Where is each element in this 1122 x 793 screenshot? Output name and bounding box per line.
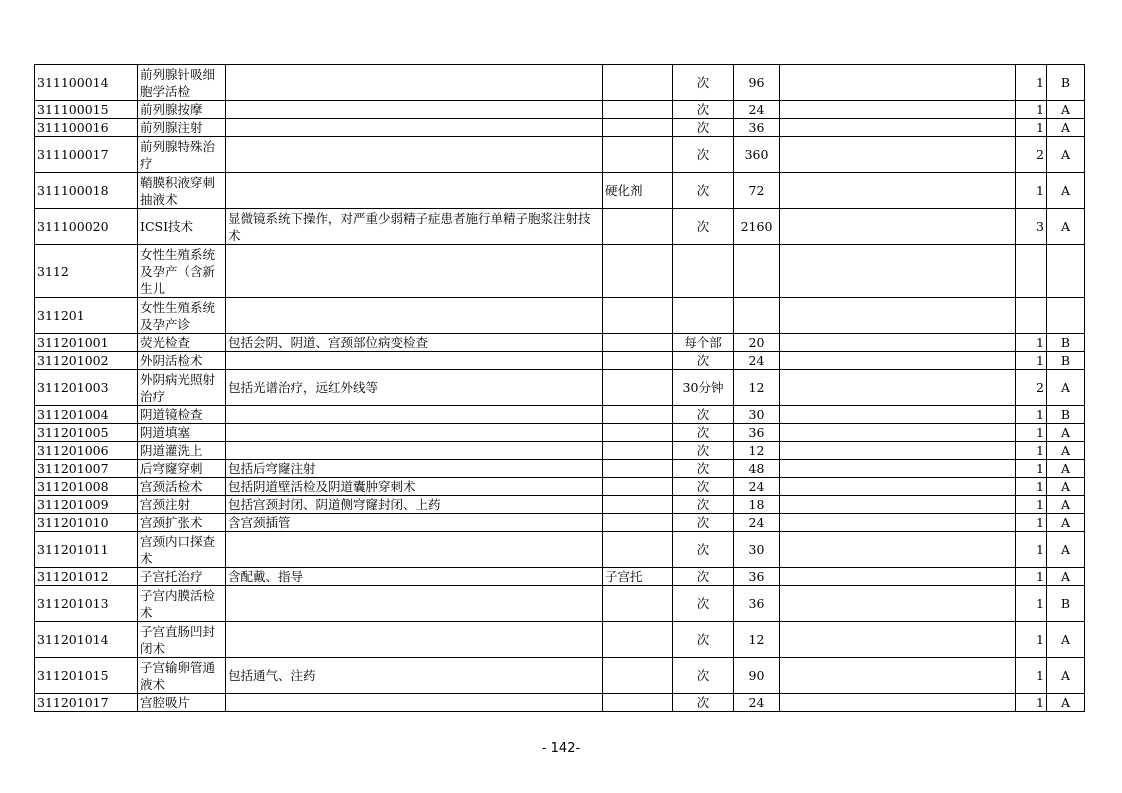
item-name-cell: 阴道灌洗上 [138,442,226,460]
item-content-cell: 包括宫颈封闭、阴道侧穹窿封闭、上药 [226,496,603,514]
grade-cell: 1 [1016,442,1047,460]
item-content-cell: 显微镜系统下操作，对严重少弱精子症患者施行单精子胞浆注射技术 [226,209,603,245]
excluded-content-cell [603,586,673,622]
category-cell: A [1047,209,1085,245]
category-cell: A [1047,694,1085,712]
category-cell: A [1047,496,1085,514]
item-code-cell: 311201009 [35,496,138,514]
category-cell: A [1047,460,1085,478]
item-name-cell: 前列腺针吸细胞学活检 [138,65,226,101]
unit-cell: 次 [673,568,734,586]
item-content-cell: 包括后穹窿注射 [226,460,603,478]
note-cell [780,101,1016,119]
excluded-content-cell [603,532,673,568]
item-content-cell [226,298,603,334]
table-row [35,173,1085,209]
grade-cell: 1 [1016,101,1047,119]
fee-schedule-table [34,64,1085,712]
grade-cell: 1 [1016,694,1047,712]
unit-cell: 次 [673,694,734,712]
item-code-cell: 311201013 [35,586,138,622]
item-name-cell: 阴道填塞 [138,424,226,442]
item-content-cell: 含配戴、指导 [226,568,603,586]
item-code-cell: 311201001 [35,334,138,352]
grade-cell: 1 [1016,352,1047,370]
item-content-cell [226,101,603,119]
price-cell: 20 [734,334,780,352]
note-cell [780,352,1016,370]
table-row [35,622,1085,658]
note-cell [780,298,1016,334]
price-cell: 36 [734,568,780,586]
item-content-cell [226,245,603,298]
note-cell [780,424,1016,442]
grade-cell: 1 [1016,173,1047,209]
unit-cell: 次 [673,496,734,514]
category-cell: A [1047,478,1085,496]
price-cell [734,245,780,298]
item-content-cell: 包括通气、注药 [226,658,603,694]
item-content-cell [226,173,603,209]
price-cell: 12 [734,370,780,406]
item-content-cell [226,137,603,173]
price-cell: 12 [734,442,780,460]
item-content-cell: 包括阴道壁活检及阴道囊肿穿刺术 [226,478,603,496]
category-cell [1047,245,1085,298]
category-cell: A [1047,658,1085,694]
table-row [35,478,1085,496]
item-name-cell: 子宫输卵管通液术 [138,658,226,694]
item-name-cell: 前列腺按摩 [138,101,226,119]
note-cell [780,119,1016,137]
category-cell [1047,298,1085,334]
unit-cell: 次 [673,586,734,622]
item-code-cell: 311201008 [35,478,138,496]
item-name-cell: 宫颈注射 [138,496,226,514]
category-cell: B [1047,586,1085,622]
unit-cell: 每个部 [673,334,734,352]
item-name-cell: 子宫内膜活检术 [138,586,226,622]
item-name-cell: 子宫直肠凹封闭术 [138,622,226,658]
unit-cell: 次 [673,532,734,568]
category-cell: B [1047,65,1085,101]
grade-cell: 1 [1016,478,1047,496]
category-cell: A [1047,568,1085,586]
note-cell [780,658,1016,694]
price-cell: 36 [734,119,780,137]
excluded-content-cell [603,424,673,442]
unit-cell: 次 [673,119,734,137]
note-cell [780,209,1016,245]
page-number: - 142- [541,741,581,756]
grade-cell: 1 [1016,586,1047,622]
item-content-cell [226,119,603,137]
table-row [35,586,1085,622]
grade-cell [1016,245,1047,298]
table-row [35,137,1085,173]
grade-cell [1016,298,1047,334]
item-code-cell: 311201002 [35,352,138,370]
table-row [35,442,1085,460]
item-name-cell: 宫颈扩张术 [138,514,226,532]
item-code-cell: 311201006 [35,442,138,460]
item-code-cell: 311100014 [35,65,138,101]
excluded-content-cell [603,622,673,658]
table-row [35,119,1085,137]
note-cell [780,173,1016,209]
grade-cell: 1 [1016,532,1047,568]
price-cell: 36 [734,424,780,442]
unit-cell [673,298,734,334]
note-cell [780,532,1016,568]
table-row [35,658,1085,694]
item-code-cell: 311201012 [35,568,138,586]
table-row [35,532,1085,568]
note-cell [780,496,1016,514]
item-content-cell [226,694,603,712]
price-cell: 2160 [734,209,780,245]
category-cell: B [1047,352,1085,370]
table-row [35,460,1085,478]
table-row [35,406,1085,424]
note-cell [780,460,1016,478]
grade-cell: 1 [1016,568,1047,586]
category-cell: A [1047,370,1085,406]
table-row [35,514,1085,532]
item-name-cell: 外阴病光照射治疗 [138,370,226,406]
grade-cell: 1 [1016,65,1047,101]
note-cell [780,478,1016,496]
excluded-content-cell [603,658,673,694]
unit-cell: 次 [673,442,734,460]
grade-cell: 3 [1016,209,1047,245]
unit-cell: 次 [673,424,734,442]
excluded-content-cell [603,478,673,496]
unit-cell: 次 [673,173,734,209]
item-content-cell [226,406,603,424]
unit-cell: 次 [673,514,734,532]
item-code-cell: 3112 [35,245,138,298]
table-row [35,101,1085,119]
note-cell [780,622,1016,658]
unit-cell: 次 [673,137,734,173]
item-name-cell: ICSI技术 [138,209,226,245]
item-code-cell: 311201015 [35,658,138,694]
excluded-content-cell [603,460,673,478]
note-cell [780,245,1016,298]
item-name-cell: 阴道镜检查 [138,406,226,424]
grade-cell: 1 [1016,622,1047,658]
item-content-cell [226,586,603,622]
excluded-content-cell [603,514,673,532]
category-cell: A [1047,424,1085,442]
price-cell [734,298,780,334]
table-row [35,352,1085,370]
category-cell: A [1047,442,1085,460]
price-cell: 24 [734,694,780,712]
table-row [35,370,1085,406]
excluded-content-cell [603,442,673,460]
item-content-cell [226,65,603,101]
excluded-content-cell [603,334,673,352]
item-content-cell [226,424,603,442]
excluded-content-cell [603,119,673,137]
item-name-cell: 荧光检查 [138,334,226,352]
unit-cell [673,245,734,298]
note-cell [780,514,1016,532]
price-cell: 30 [734,406,780,424]
category-cell: A [1047,514,1085,532]
item-code-cell: 311201010 [35,514,138,532]
excluded-content-cell: 子宫托 [603,568,673,586]
grade-cell: 1 [1016,496,1047,514]
note-cell [780,442,1016,460]
excluded-content-cell [603,245,673,298]
grade-cell: 2 [1016,370,1047,406]
item-name-cell: 外阴活检术 [138,352,226,370]
item-content-cell [226,442,603,460]
note-cell [780,406,1016,424]
note-cell [780,568,1016,586]
unit-cell: 次 [673,65,734,101]
grade-cell: 1 [1016,334,1047,352]
item-name-cell: 子宫托治疗 [138,568,226,586]
item-name-cell: 后穹窿穿刺 [138,460,226,478]
price-cell: 18 [734,496,780,514]
item-name-cell: 女性生殖系统及孕产（含新生儿 [138,245,226,298]
item-code-cell: 311201014 [35,622,138,658]
item-name-cell: 宫颈活检术 [138,478,226,496]
item-code-cell: 311100018 [35,173,138,209]
price-cell: 12 [734,622,780,658]
price-cell: 360 [734,137,780,173]
excluded-content-cell [603,496,673,514]
item-content-cell [226,532,603,568]
price-cell: 24 [734,478,780,496]
category-cell: A [1047,137,1085,173]
price-cell: 90 [734,658,780,694]
category-cell: A [1047,532,1085,568]
note-cell [780,694,1016,712]
table-row [35,334,1085,352]
excluded-content-cell [603,65,673,101]
item-code-cell: 311100020 [35,209,138,245]
item-content-cell: 含宫颈插管 [226,514,603,532]
unit-cell: 次 [673,352,734,370]
table-row [35,298,1085,334]
grade-cell: 2 [1016,137,1047,173]
item-code-cell: 311201 [35,298,138,334]
table-row [35,568,1085,586]
grade-cell: 1 [1016,514,1047,532]
item-name-cell: 前列腺特殊治疗 [138,137,226,173]
item-name-cell: 宫颈内口探查术 [138,532,226,568]
category-cell: B [1047,406,1085,424]
price-cell: 36 [734,586,780,622]
item-content-cell [226,622,603,658]
item-code-cell: 311201005 [35,424,138,442]
category-cell: A [1047,101,1085,119]
note-cell [780,586,1016,622]
table-body [35,65,1085,712]
item-name-cell: 前列腺注射 [138,119,226,137]
item-name-cell: 女性生殖系统及孕产诊 [138,298,226,334]
unit-cell: 次 [673,622,734,658]
price-cell: 96 [734,65,780,101]
excluded-content-cell [603,209,673,245]
unit-cell: 次 [673,101,734,119]
grade-cell: 1 [1016,460,1047,478]
unit-cell: 次 [673,460,734,478]
note-cell [780,334,1016,352]
item-code-cell: 311100016 [35,119,138,137]
table-row [35,65,1085,101]
note-cell [780,137,1016,173]
grade-cell: 1 [1016,119,1047,137]
excluded-content-cell: 硬化剂 [603,173,673,209]
note-cell [780,370,1016,406]
category-cell: A [1047,173,1085,209]
grade-cell: 1 [1016,406,1047,424]
item-code-cell: 311201011 [35,532,138,568]
item-content-cell [226,352,603,370]
table-row [35,245,1085,298]
price-cell: 24 [734,352,780,370]
excluded-content-cell [603,352,673,370]
item-code-cell: 311201007 [35,460,138,478]
excluded-content-cell [603,694,673,712]
table-row [35,209,1085,245]
unit-cell: 次 [673,478,734,496]
item-code-cell: 311100017 [35,137,138,173]
grade-cell: 1 [1016,424,1047,442]
unit-cell: 次 [673,658,734,694]
price-cell: 24 [734,514,780,532]
item-code-cell: 311201003 [35,370,138,406]
unit-cell: 30分钟 [673,370,734,406]
item-code-cell: 311201017 [35,694,138,712]
category-cell: A [1047,119,1085,137]
category-cell: B [1047,334,1085,352]
category-cell: A [1047,622,1085,658]
excluded-content-cell [603,406,673,424]
grade-cell: 1 [1016,658,1047,694]
excluded-content-cell [603,370,673,406]
item-name-cell: 鞘膜积液穿刺抽液术 [138,173,226,209]
table-row [35,694,1085,712]
table-row [35,424,1085,442]
price-cell: 24 [734,101,780,119]
item-code-cell: 311100015 [35,101,138,119]
item-name-cell: 宫腔吸片 [138,694,226,712]
item-content-cell: 包括会阴、阴道、宫颈部位病变检查 [226,334,603,352]
unit-cell: 次 [673,209,734,245]
price-cell: 48 [734,460,780,478]
note-cell [780,65,1016,101]
excluded-content-cell [603,101,673,119]
price-cell: 72 [734,173,780,209]
unit-cell: 次 [673,406,734,424]
price-cell: 30 [734,532,780,568]
excluded-content-cell [603,137,673,173]
item-content-cell: 包括光谱治疗，远红外线等 [226,370,603,406]
item-code-cell: 311201004 [35,406,138,424]
excluded-content-cell [603,298,673,334]
table-row [35,496,1085,514]
